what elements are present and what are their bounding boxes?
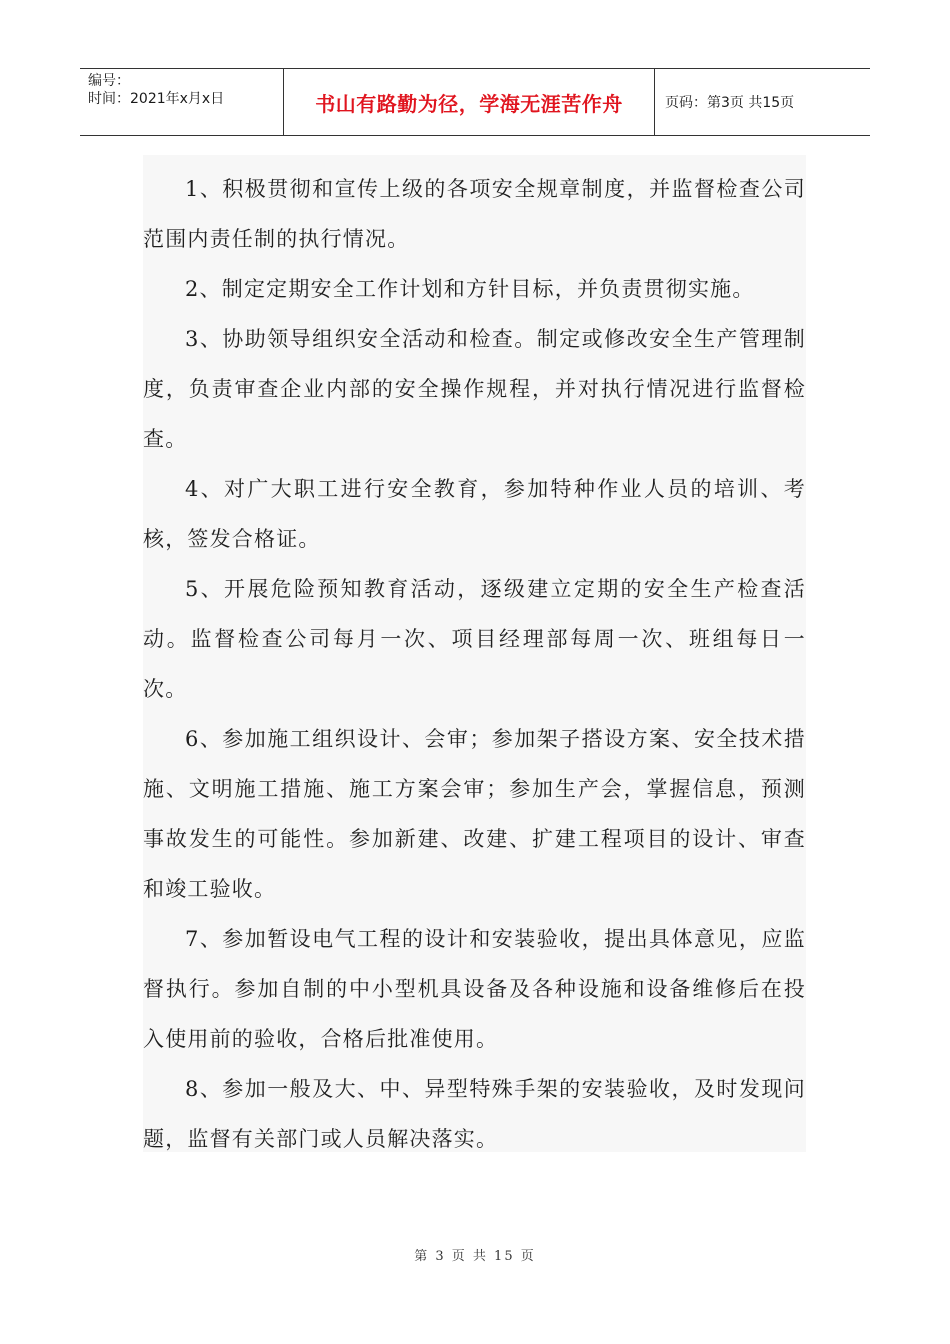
- page-footer: 第 3 页 共 15 页: [414, 1249, 536, 1264]
- paragraph-6: 6、参加施工组织设计、会审；参加架子搭设方案、安全技术措施、文明施工措施、施工方案会审；参加生产会，掌握信息，预测事故发生的可能性。参加新建、改建、扩建工程项目的设计、审查和竣工验收。: [143, 727, 806, 901]
- paragraph-7: 7、参加暂设电气工程的设计和安装验收，提出具体意见，应监督执行。参加自制的中小型机具设备及各种设施和设备维修后在投入使用前的验收，合格后批准使用。: [143, 927, 806, 1051]
- document-number-label: 编号：: [88, 73, 130, 89]
- paragraph-5: 5、开展危险预知教育活动，逐级建立定期的安全生产检查活动。监督检查公司每月一次、项目经理部每周一次、班组每日一次。: [143, 577, 806, 701]
- header-motto: 书山有路勤为径，学海无涯苦作舟: [283, 69, 655, 135]
- header-meta: [80, 69, 283, 135]
- page-header: [80, 68, 870, 136]
- paragraph-3: 3、协助领导组织安全活动和检查。制定或修改安全生产管理制度，负责审查企业内部的安全操作规程，并对执行情况进行监督检查。: [143, 327, 806, 451]
- paragraph-4: 4、对广大职工进行安全教育，参加特种作业人员的培训、考核，签发合格证。: [143, 477, 806, 551]
- paragraph-8: 8、参加一般及大、中、异型特殊手架的安装验收，及时发现问题，监督有关部门或人员解决落实。: [143, 1077, 806, 1151]
- paragraph-1: 1、积极贯彻和宣传上级的各项安全规章制度，并监督检查公司范围内责任制的执行情况。: [143, 177, 806, 251]
- paragraph-2: 2、制定定期安全工作计划和方针目标，并负责贯彻实施。: [185, 277, 755, 301]
- document-body: [143, 155, 806, 1152]
- header-page-info: 页码：第3页 共15页: [665, 95, 795, 111]
- document-date: 时间：2021年x月x日: [88, 91, 225, 107]
